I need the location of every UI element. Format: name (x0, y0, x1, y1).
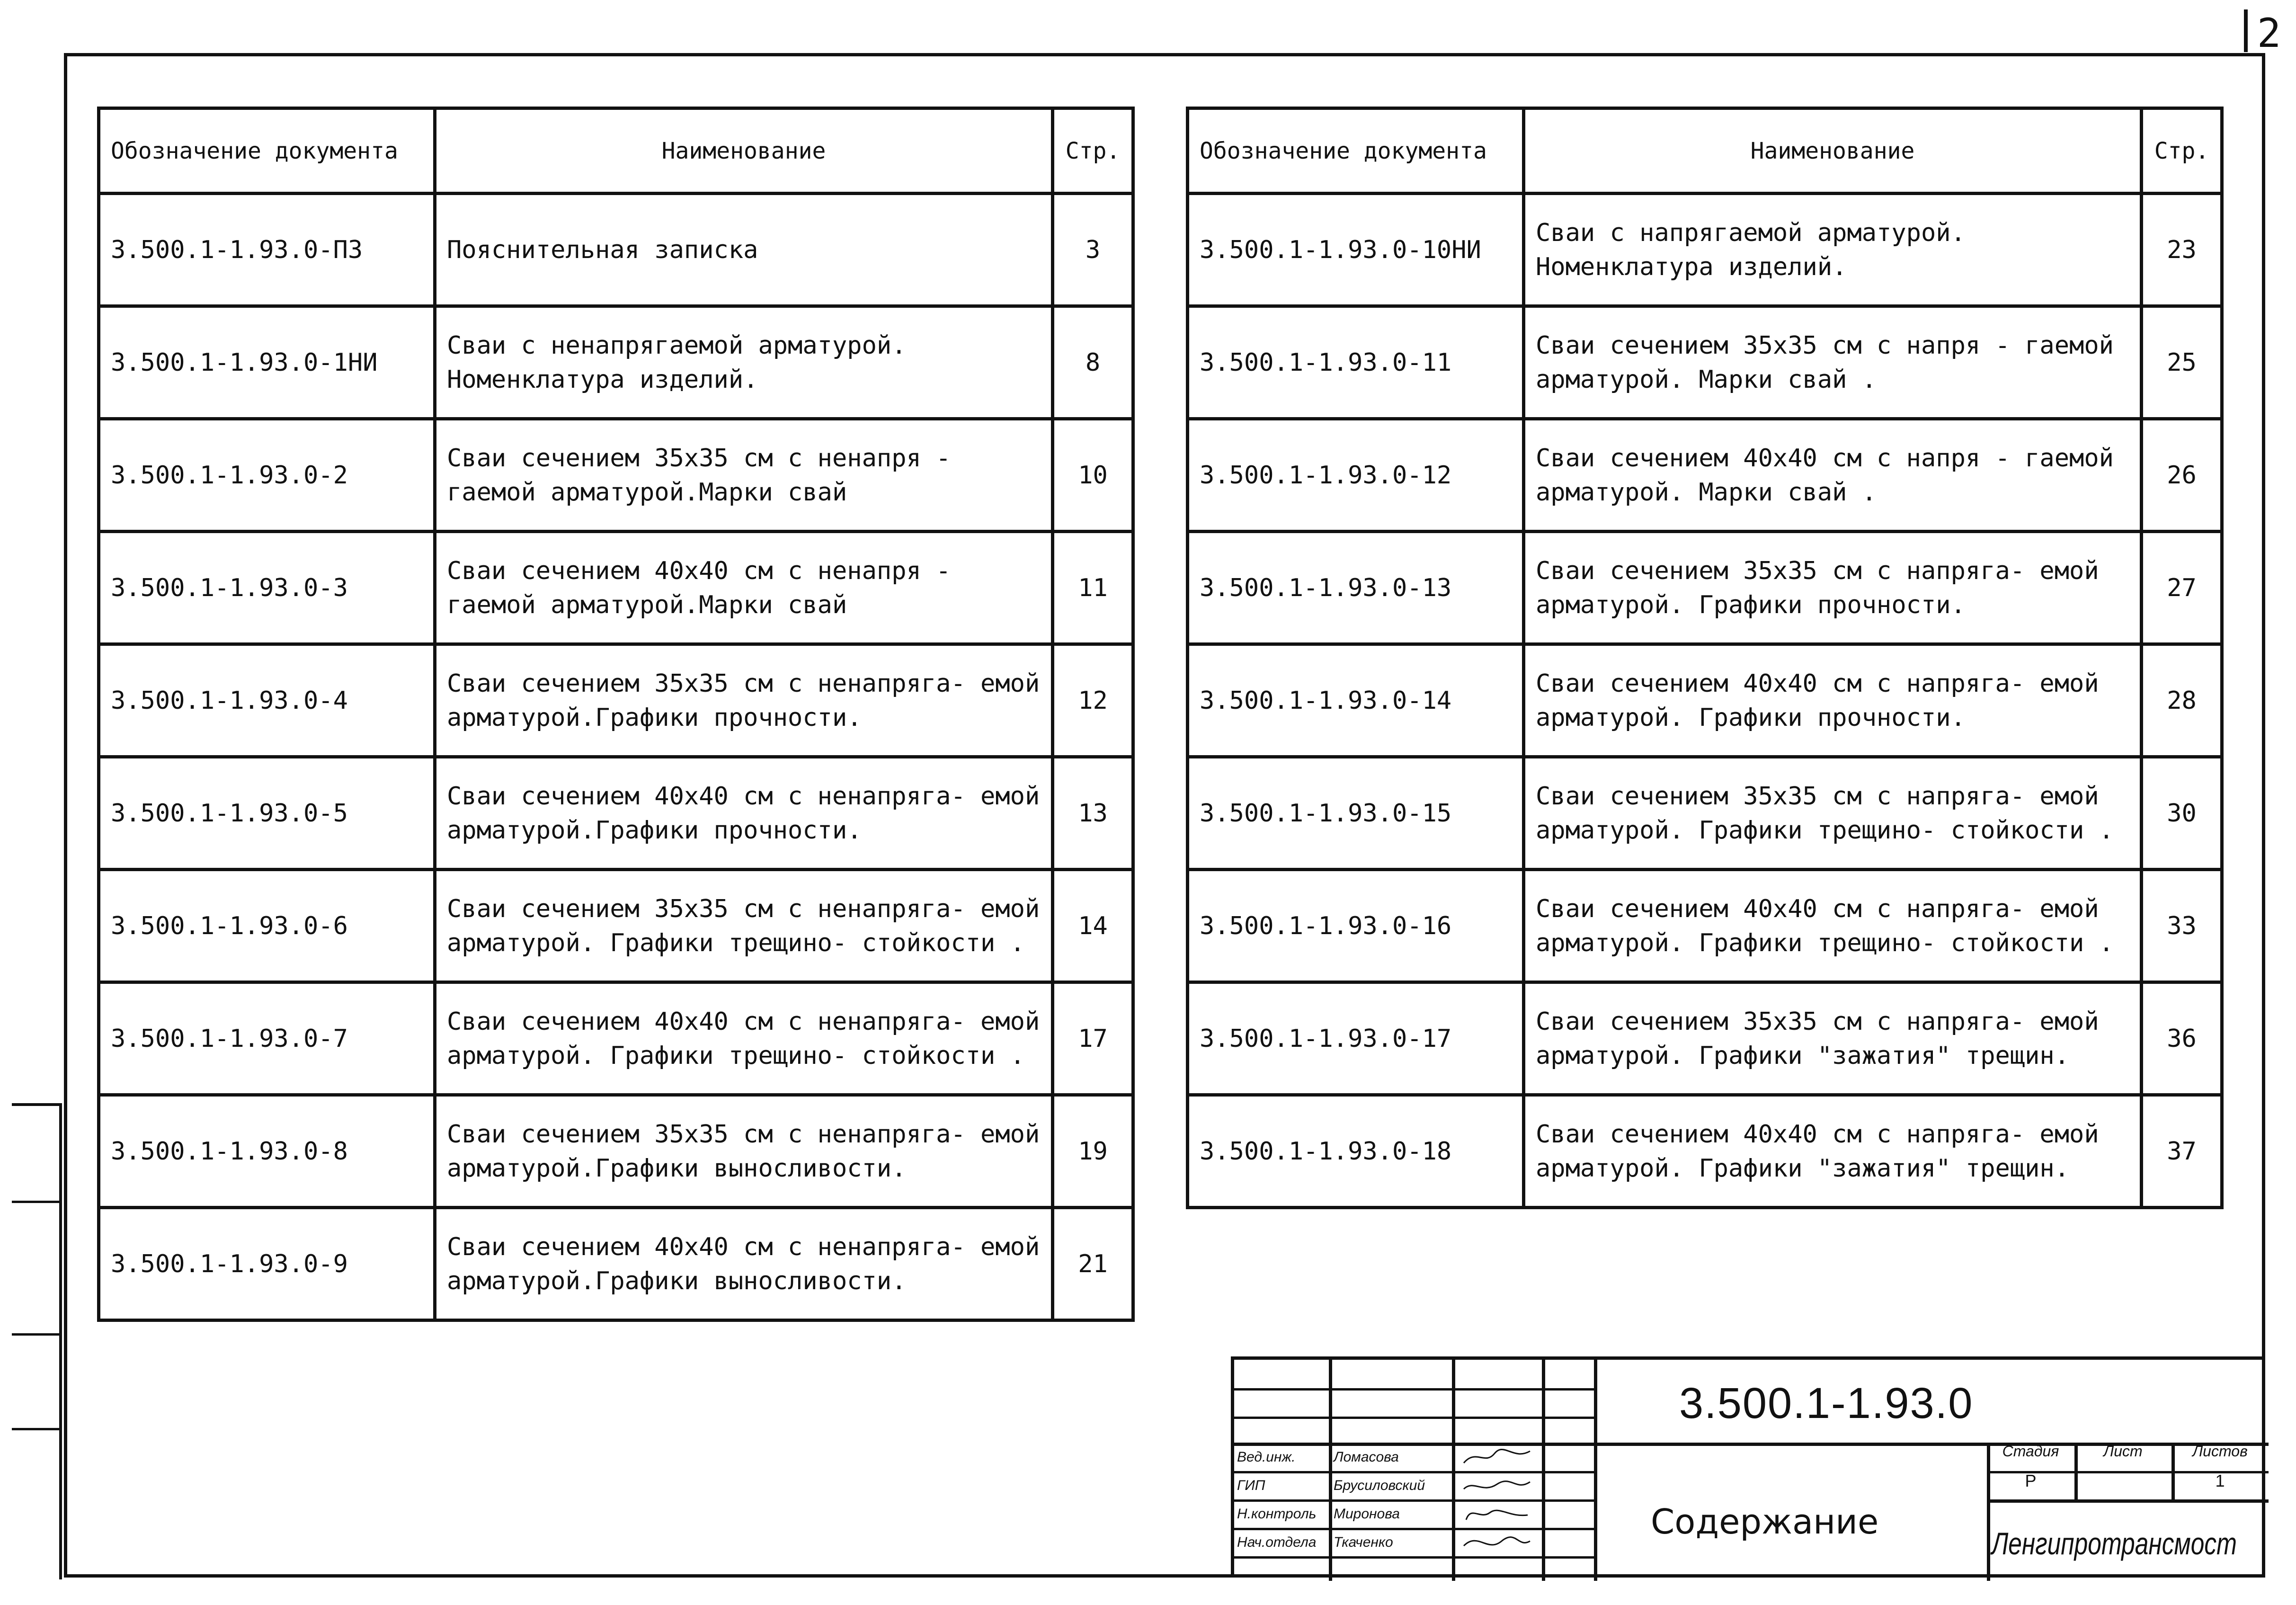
header-designation: Обозначение документа (1188, 108, 1524, 194)
signature-row (1234, 1443, 1594, 1471)
handwritten-signature (1461, 1532, 1532, 1553)
sheet-number: 2 (2244, 9, 2290, 52)
sheets-label: Листов (2192, 1443, 2248, 1460)
table-row (99, 1208, 1133, 1320)
handwritten-signature (1461, 1503, 1532, 1525)
signature-person: Миронова (1334, 1506, 1400, 1522)
table-row (1188, 306, 2222, 419)
row-page: 23 (2142, 194, 2222, 306)
row-page: 37 (2142, 1095, 2222, 1208)
sheets-value: 1 (2215, 1471, 2225, 1490)
row-code: 3.500.1-1.93.0-9 (99, 1208, 435, 1320)
table-row (1188, 644, 2222, 757)
table-row (1188, 757, 2222, 870)
sheet-label: Лист (2103, 1443, 2143, 1460)
table-row (1188, 870, 2222, 982)
table-row (99, 306, 1133, 419)
row-code: 3.500.1-1.93.0-10НИ (1188, 194, 1524, 306)
signature-role: Нач.отдела (1237, 1534, 1317, 1550)
row-page: 3 (1053, 194, 1133, 306)
row-code: 3.500.1-1.93.0-3 (99, 532, 435, 644)
row-page: 14 (1053, 870, 1133, 982)
row-name: Пояснительная записка (435, 194, 1053, 306)
table-row (99, 644, 1133, 757)
sheet-title: Содержание (1651, 1502, 1879, 1542)
stage-label: Стадия (2002, 1443, 2059, 1460)
contents-table-right (1186, 107, 2224, 1209)
row-code: 3.500.1-1.93.0-18 (1188, 1095, 1524, 1208)
row-name: Сваи сечением 40x40 см с ненапря - гаемой арматурой.Марки свай (435, 532, 1053, 644)
row-name: Сваи сечением 35x35 см с напря - гаемой арматурой. Марки свай . (1524, 306, 2142, 419)
row-page: 27 (2142, 532, 2222, 644)
row-page: 30 (2142, 757, 2222, 870)
table-row (99, 419, 1133, 532)
row-page: 13 (1053, 757, 1133, 870)
signature-role: Вед.инж. (1237, 1449, 1296, 1465)
header-page: Стр. (2142, 108, 2222, 194)
row-code: 3.500.1-1.93.0-7 (99, 982, 435, 1095)
row-name: Сваи с ненапрягаемой арматурой. Номенклатура изделий. (435, 306, 1053, 419)
signature-role: ГИП (1237, 1478, 1265, 1493)
row-page: 10 (1053, 419, 1133, 532)
row-code: 3.500.1-1.93.0-4 (99, 644, 435, 757)
row-code: 3.500.1-1.93.0-ПЗ (99, 194, 435, 306)
row-name: Сваи с напрягаемой арматурой. Номенклатура изделий. (1524, 194, 2142, 306)
row-code: 3.500.1-1.93.0-15 (1188, 757, 1524, 870)
title-block (1231, 1356, 2265, 1578)
row-name: Сваи сечением 35x35 см с напряга- емой арматурой. Графики "зажатия" трещин. (1524, 982, 2142, 1095)
signature-row (1234, 1528, 1594, 1556)
row-page: 8 (1053, 306, 1133, 419)
row-name: Сваи сечением 40x40 см с напря - гаемой арматурой. Марки свай . (1524, 419, 2142, 532)
row-name: Сваи сечением 40x40 см с ненапряга- емой арматурой.Графики выносливости. (435, 1208, 1053, 1320)
signature-person: Ткаченко (1334, 1534, 1393, 1550)
row-name: Сваи сечением 35x35 см с ненапряга- емой арматурой.Графики выносливости. (435, 1095, 1053, 1208)
handwritten-signature (1461, 1475, 1532, 1496)
left-stamp-strip (12, 1103, 62, 1579)
table-row (99, 1095, 1133, 1208)
table-row (99, 870, 1133, 982)
signature-person: Ломасова (1334, 1449, 1399, 1465)
table-row (1188, 982, 2222, 1095)
signature-person: Брусиловский (1334, 1478, 1425, 1493)
row-page: 28 (2142, 644, 2222, 757)
header-designation: Обозначение документа (99, 108, 435, 194)
header-name: Наименование (435, 108, 1053, 194)
row-name: Сваи сечением 40x40 см с напряга- емой арматурой. Графики прочности. (1524, 644, 2142, 757)
row-code: 3.500.1-1.93.0-5 (99, 757, 435, 870)
row-code: 3.500.1-1.93.0-1НИ (99, 306, 435, 419)
row-page: 17 (1053, 982, 1133, 1095)
header-name: Наименование (1524, 108, 2142, 194)
row-code: 3.500.1-1.93.0-8 (99, 1095, 435, 1208)
row-code: 3.500.1-1.93.0-11 (1188, 306, 1524, 419)
row-page: 12 (1053, 644, 1133, 757)
row-page: 36 (2142, 982, 2222, 1095)
row-page: 19 (1053, 1095, 1133, 1208)
row-name: Сваи сечением 35x35 см с ненапряга- емой арматурой.Графики прочности. (435, 644, 1053, 757)
row-code: 3.500.1-1.93.0-13 (1188, 532, 1524, 644)
contents-table-left (97, 107, 1135, 1322)
row-page: 26 (2142, 419, 2222, 532)
header-page: Стр. (1053, 108, 1133, 194)
handwritten-signature (1461, 1446, 1532, 1468)
row-code: 3.500.1-1.93.0-17 (1188, 982, 1524, 1095)
organization-name: Ленгипротрансмост (1992, 1526, 2237, 1561)
row-name: Сваи сечением 40x40 см с ненапряга- емой арматурой.Графики прочности. (435, 757, 1053, 870)
stage-value: Р (2025, 1471, 2037, 1490)
row-name: Сваи сечением 40x40 см с ненапряга- емой арматурой. Графики трещино- стойкости . (435, 982, 1053, 1095)
row-page: 33 (2142, 870, 2222, 982)
row-name: Сваи сечением 35x35 см с напряга- емой арматурой. Графики прочности. (1524, 532, 2142, 644)
signature-role: Н.контроль (1237, 1506, 1317, 1522)
table-row (1188, 419, 2222, 532)
row-name: Сваи сечением 40x40 см с напряга- емой арматурой. Графики "зажатия" трещин. (1524, 1095, 2142, 1208)
row-name: Сваи сечением 35x35 см с ненапряга- емой арматурой. Графики трещино- стойкости . (435, 870, 1053, 982)
row-page: 21 (1053, 1208, 1133, 1320)
table-row (1188, 1095, 2222, 1208)
row-code: 3.500.1-1.93.0-12 (1188, 419, 1524, 532)
signature-row (1234, 1499, 1594, 1528)
row-code: 3.500.1-1.93.0-6 (99, 870, 435, 982)
row-name: Сваи сечением 40x40 см с напряга- емой арматурой. Графики трещино- стойкости . (1524, 870, 2142, 982)
table-row (1188, 532, 2222, 644)
row-code: 3.500.1-1.93.0-16 (1188, 870, 1524, 982)
table-row (99, 194, 1133, 306)
document-code: 3.500.1-1.93.0 (1679, 1379, 1974, 1427)
table-row (99, 982, 1133, 1095)
row-name: Сваи сечением 35x35 см с напряга- емой арматурой. Графики трещино- стойкости . (1524, 757, 2142, 870)
row-code: 3.500.1-1.93.0-2 (99, 419, 435, 532)
row-page: 25 (2142, 306, 2222, 419)
table-row (99, 532, 1133, 644)
row-page: 11 (1053, 532, 1133, 644)
table-row (99, 757, 1133, 870)
row-name: Сваи сечением 35x35 см с ненапря - гаемой арматурой.Марки свай (435, 419, 1053, 532)
row-code: 3.500.1-1.93.0-14 (1188, 644, 1524, 757)
table-row (1188, 194, 2222, 306)
signature-row (1234, 1471, 1594, 1499)
